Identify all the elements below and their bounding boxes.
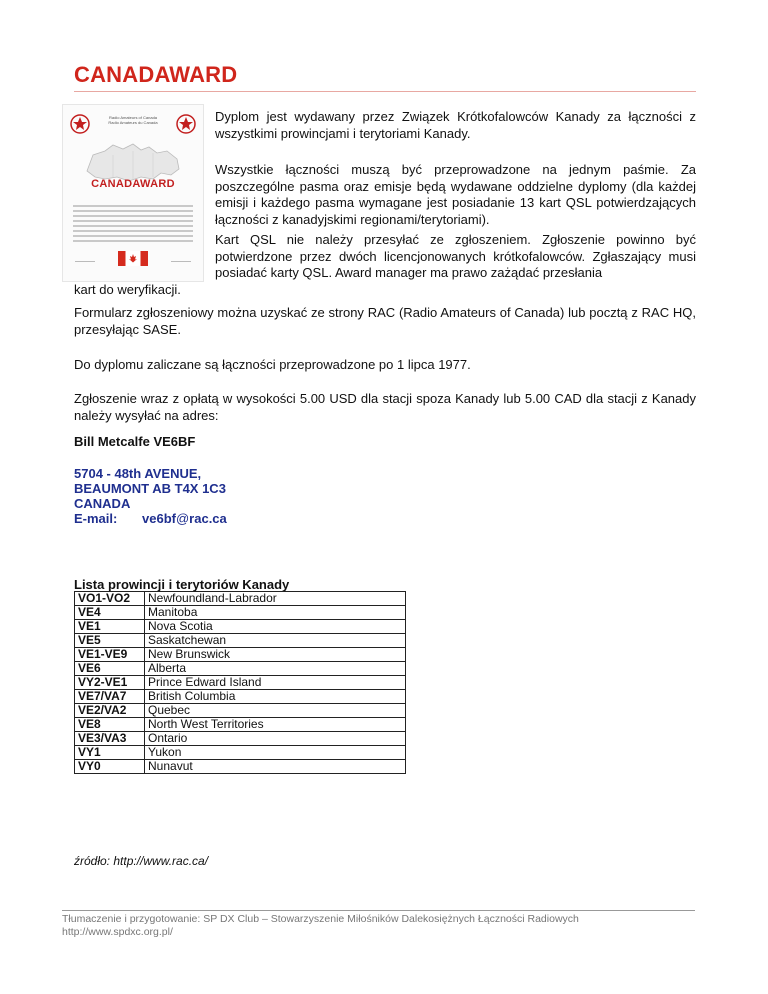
address-line1: 5704 - 48th AVENUE, — [74, 466, 202, 481]
paragraph-form: Formularz zgłoszeniowy można uzyskać ze strony RAC (Radio Amateurs of Canada) lub pocztą z RAC HQ, przesyłając SASE. — [74, 305, 696, 337]
province-code: VE5 — [75, 634, 145, 648]
table-row — [75, 760, 406, 774]
province-code: VY0 — [75, 760, 145, 774]
manager-name: Bill Metcalfe VE6BF — [74, 434, 196, 449]
province-code: VE7/VA7 — [75, 690, 145, 704]
province-code: VY2-VE1 — [75, 676, 145, 690]
province-code: VE4 — [75, 606, 145, 620]
table-row — [75, 592, 406, 606]
province-code: VO1-VO2 — [75, 592, 145, 606]
table-row — [75, 648, 406, 662]
paragraph-qsl: Kart QSL nie należy przesyłać ze zgłoszeniem. Zgłoszenie powinno być potwierdzone przez dwóch licencjonowanych krótkofalowców. Zgłaszający musi posiadać karty QSL. Award manager ma prawo zażądać przesłania — [215, 232, 696, 280]
province-name: Manitoba — [145, 606, 406, 620]
table-row — [75, 606, 406, 620]
footer-credit: Tłumaczenie i przygotowanie: SP DX Club – Stowarzyszenie Miłośników Dalekosiężnych Łączności Radiowych — [62, 913, 579, 925]
table-row — [75, 704, 406, 718]
footer-divider — [62, 910, 695, 911]
source-note: źródło: http://www.rac.ca/ — [74, 854, 209, 868]
address-line3: CANADA — [74, 496, 131, 511]
footer-url[interactable]: http://www.spdxc.org.pl/ — [62, 926, 173, 938]
province-name: Yukon — [145, 746, 406, 760]
province-code: VE6 — [75, 662, 145, 676]
province-code: VE8 — [75, 718, 145, 732]
table-row — [75, 676, 406, 690]
award-certificate-image — [62, 104, 204, 282]
footer — [62, 913, 579, 939]
province-name: Saskatchewan — [145, 634, 406, 648]
table-row — [75, 732, 406, 746]
rac-logo-icon — [69, 113, 91, 135]
province-code: VE1-VE9 — [75, 648, 145, 662]
address-line2: BEAUMONT AB T4X 1C3 — [74, 481, 226, 496]
rac-logo-icon — [175, 113, 197, 135]
title-divider — [74, 91, 696, 92]
province-code: VE3/VA3 — [75, 732, 145, 746]
paragraph-fee: Zgłoszenie wraz z opłatą w wysokości 5.00 USD dla stacji spoza Kanady lub 5.00 CAD dla stacji z Kanady należy wysyłać na adres: — [74, 391, 696, 423]
province-name: Ontario — [145, 732, 406, 746]
paragraph-bands: Wszystkie łączności muszą być przeprowadzone na jednym paśmie. Za poszczególne pasma oraz emisje będą wydawane oddzielne dyplomy (dla każdej emisji i każdego pasma wymagane jest posiadanie 13 kart QSL potwierdzających łączności z kanadyjskimi regionami/terytoriami). — [215, 162, 696, 227]
email-label: E-mail: — [74, 511, 118, 526]
table-row — [75, 620, 406, 634]
paragraph-date: Do dyplomu zaliczane są łączności przeprowadzone po 1 lipca 1977. — [74, 357, 471, 372]
province-name: Nunavut — [145, 760, 406, 774]
paragraph-qsl-tail: kart do weryfikacji. — [74, 282, 181, 297]
table-row — [75, 746, 406, 760]
province-name: Prince Edward Island — [145, 676, 406, 690]
provinces-caption: Lista prowincji i terytoriów Kanady — [74, 577, 290, 592]
table-row — [75, 662, 406, 676]
provinces-table — [74, 591, 406, 774]
table-row — [75, 634, 406, 648]
province-code: VE1 — [75, 620, 145, 634]
table-row — [75, 690, 406, 704]
province-name: New Brunswick — [145, 648, 406, 662]
province-code: VE2/VA2 — [75, 704, 145, 718]
canada-flag-icon — [118, 251, 148, 266]
page-title: CANADAWARD — [74, 62, 238, 87]
province-name: Newfoundland-Labrador — [145, 592, 406, 606]
province-name: North West Territories — [145, 718, 406, 732]
signature-line — [75, 255, 95, 262]
province-name: British Columbia — [145, 690, 406, 704]
province-name: Nova Scotia — [145, 620, 406, 634]
certificate-text-lines — [73, 205, 193, 245]
province-name: Alberta — [145, 662, 406, 676]
paragraph-intro: Dyplom jest wydawany przez Związek Krótkofalowców Kanady za łączności z wszystkimi prowincjami i terytoriami Kanady. — [215, 109, 696, 141]
certificate-org-text: Radio Amateurs of Canada Radio Amateurs du Canada — [108, 115, 158, 125]
signature-line — [171, 255, 191, 262]
province-name: Quebec — [145, 704, 406, 718]
table-row — [75, 718, 406, 732]
certificate-title: CANADAWARD — [91, 178, 175, 190]
email-link[interactable]: ve6bf@rac.ca — [142, 511, 227, 526]
province-code: VY1 — [75, 746, 145, 760]
